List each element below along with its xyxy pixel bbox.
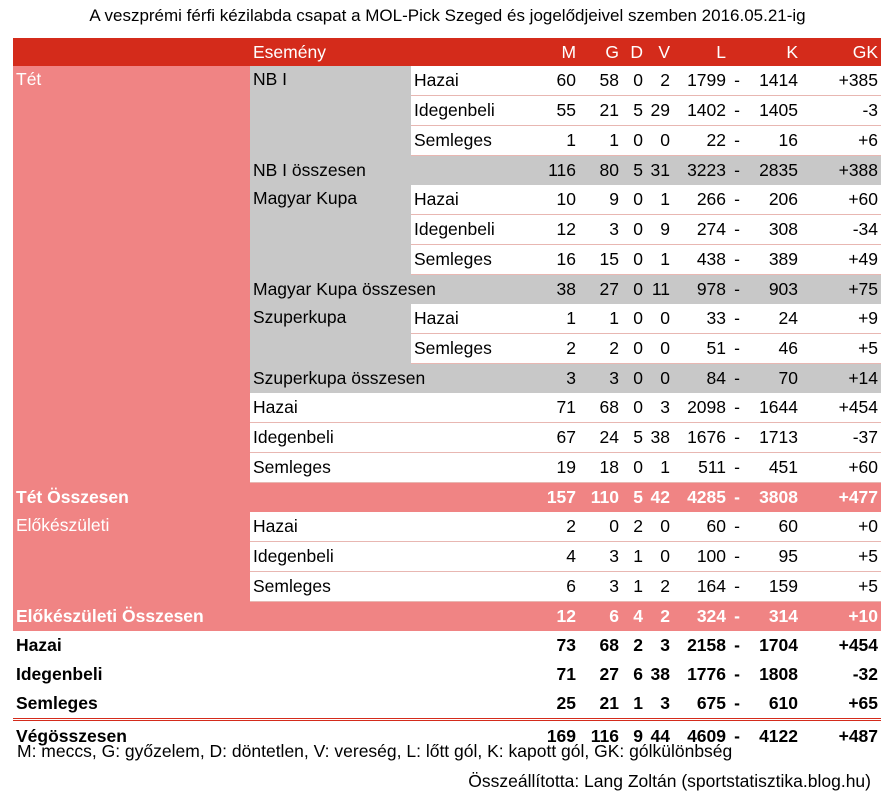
cell-l: 84 (673, 364, 729, 394)
header-spacer (13, 38, 250, 66)
range-dash: - (729, 483, 745, 513)
cell-l: 2158 (687, 635, 727, 655)
range-dash: - (729, 602, 745, 632)
cell-g: 3 (579, 542, 622, 572)
cell-l: 274 (673, 215, 729, 245)
cell-k: 903 (745, 275, 801, 305)
cell-gk: +388 (801, 156, 881, 186)
row-type: Semleges (411, 126, 511, 156)
range-dash: - (734, 635, 740, 655)
cell-gk: +385 (801, 66, 881, 96)
cell-l: 60 (673, 512, 729, 542)
cell-m: 6 (511, 572, 579, 602)
range-dash: - (729, 393, 745, 423)
cell-gk: +65 (848, 693, 879, 713)
cell-gk: +14 (801, 364, 881, 394)
cell-g: 110 (579, 483, 622, 513)
cell-g: 1 (579, 126, 622, 156)
cell-v: 29 (646, 96, 673, 126)
header-v: V (646, 38, 673, 66)
cell-m: 2 (511, 512, 579, 542)
cell-k: 1704 (759, 635, 799, 655)
cell-gk: +6 (801, 126, 881, 156)
cell-gk: +454 (801, 393, 881, 423)
cell-d: 0 (622, 66, 646, 96)
range-dash: - (729, 453, 745, 483)
cell-g: 18 (579, 453, 622, 483)
cell-k: 95 (745, 542, 801, 572)
range-dash: - (729, 512, 745, 542)
cell-m: 71 (556, 664, 577, 684)
cell-l: 324 (673, 602, 729, 632)
table-row (13, 38, 881, 66)
row-type: Idegenbeli (250, 423, 511, 453)
cell-d: 0 (622, 185, 646, 215)
header-dash-spacer (729, 38, 745, 66)
cell-k: 24 (745, 304, 801, 334)
section-mk: Magyar Kupa (250, 185, 411, 275)
cell-g: 21 (579, 96, 622, 126)
table-row (13, 689, 881, 720)
category-tet: Tét (13, 66, 250, 483)
cell-l: 675 (696, 693, 727, 713)
cell-d: 1 (633, 693, 644, 713)
cell-l: 511 (673, 453, 729, 483)
cell-d: 0 (622, 126, 646, 156)
range-dash: - (729, 572, 745, 602)
grand-type: Hazai (16, 635, 62, 655)
cell-m: 4 (511, 542, 579, 572)
cell-k: 4122 (745, 720, 801, 752)
cell-v: 2 (646, 66, 673, 96)
cell-gk: +477 (801, 483, 881, 513)
cell-l: 164 (673, 572, 729, 602)
table-row (13, 512, 881, 542)
cell-d: 9 (622, 720, 646, 752)
cell-m: 38 (511, 275, 579, 305)
cell-l: 438 (673, 245, 729, 275)
cell-gk: +60 (801, 185, 881, 215)
cell-k: 1405 (745, 96, 801, 126)
cell-d: 5 (622, 483, 646, 513)
cell-k: 3808 (745, 483, 801, 513)
cell-m: 10 (511, 185, 579, 215)
range-dash: - (729, 542, 745, 572)
header-g: G (579, 38, 622, 66)
cell-m: 3 (511, 364, 579, 394)
stats-table (13, 38, 881, 751)
cell-gk: +5 (801, 542, 881, 572)
cell-k: 1414 (745, 66, 801, 96)
cell-v: 3 (660, 635, 671, 655)
cell-v: 1 (646, 245, 673, 275)
cell-l: 1402 (673, 96, 729, 126)
cell-gk: +5 (801, 334, 881, 364)
cell-m: 116 (511, 156, 579, 186)
cell-d: 0 (622, 304, 646, 334)
cell-v: 0 (646, 304, 673, 334)
cell-gk: +49 (801, 245, 881, 275)
cell-l: 1776 (687, 664, 727, 684)
range-dash: - (729, 185, 745, 215)
cell-g: 80 (579, 156, 622, 186)
cell-g: 3 (579, 215, 622, 245)
cell-g: 6 (579, 602, 622, 632)
range-dash: - (729, 275, 745, 305)
cell-d: 1 (622, 572, 646, 602)
cell-v: 42 (646, 483, 673, 513)
cell-k: 70 (745, 364, 801, 394)
row-type: Semleges (411, 245, 511, 275)
cell-k: 389 (745, 245, 801, 275)
cell-k: 1644 (745, 393, 801, 423)
cell-v: 38 (650, 664, 671, 684)
cell-k: 2835 (745, 156, 801, 186)
row-type: Hazai (250, 393, 511, 423)
cell-gk: -3 (801, 96, 881, 126)
header-gk: GK (801, 38, 881, 66)
cell-v: 11 (646, 275, 673, 305)
range-dash: - (729, 423, 745, 453)
cell-d: 0 (622, 245, 646, 275)
cell-g: 15 (579, 245, 622, 275)
header-k: K (745, 38, 801, 66)
final-label: Végösszesen (13, 720, 511, 752)
row-type: Hazai (250, 512, 511, 542)
cell-gk: +487 (801, 720, 881, 752)
cell-d: 0 (622, 215, 646, 245)
table-row (13, 602, 881, 632)
cell-d: 4 (622, 602, 646, 632)
range-dash: - (729, 334, 745, 364)
cell-v: 0 (646, 126, 673, 156)
cell-d: 2 (622, 512, 646, 542)
cell-gk: +75 (801, 275, 881, 305)
row-type: Semleges (411, 334, 511, 364)
credit: Összeállította: Lang Zoltán (sportstatisztika.blog.hu) (468, 771, 871, 791)
range-dash: - (729, 96, 745, 126)
cell-v: 44 (646, 720, 673, 752)
cell-k: 314 (745, 602, 801, 632)
cell-m: 1 (511, 126, 579, 156)
cell-k: 46 (745, 334, 801, 364)
cell-v: 31 (646, 156, 673, 186)
row-type: Semleges (250, 453, 511, 483)
cell-v: 0 (646, 512, 673, 542)
page-title: A veszprémi férfi kézilabda csapat a MOL-Pick Szeged és jogelődjeivel szemben 2016.05.21-ig (89, 6, 806, 25)
cell-v: 0 (646, 334, 673, 364)
cell-d: 0 (622, 453, 646, 483)
section-sz: Szuperkupa (250, 304, 411, 364)
cell-k: 206 (745, 185, 801, 215)
cell-gk: +9 (801, 304, 881, 334)
cell-m: 71 (511, 393, 579, 423)
cell-d: 5 (622, 423, 646, 453)
cell-d: 5 (622, 156, 646, 186)
cell-m: 55 (511, 96, 579, 126)
cell-m: 169 (511, 720, 579, 752)
cell-k: 308 (745, 215, 801, 245)
subtotal-label: Szuperkupa összesen (250, 364, 511, 394)
cell-k: 60 (745, 512, 801, 542)
row-type: Hazai (411, 185, 511, 215)
cell-gk: +454 (838, 635, 879, 655)
row-type: Hazai (411, 304, 511, 334)
range-dash: - (729, 364, 745, 394)
cell-d: 1 (622, 542, 646, 572)
range-dash: - (729, 156, 745, 186)
section-nb1: NB I (250, 66, 411, 156)
cell-m: 16 (511, 245, 579, 275)
cell-g: 58 (579, 66, 622, 96)
header-m: M (511, 38, 579, 66)
cell-gk: -32 (852, 664, 879, 684)
cell-g: 68 (579, 393, 622, 423)
cell-g: 116 (579, 720, 622, 752)
cell-d: 0 (622, 334, 646, 364)
cell-m: 60 (511, 66, 579, 96)
range-dash: - (729, 215, 745, 245)
cell-d: 0 (622, 393, 646, 423)
range-dash: - (734, 664, 740, 684)
cell-m: 25 (556, 693, 577, 713)
cell-m: 19 (511, 453, 579, 483)
table-row (13, 66, 881, 96)
cell-l: 100 (673, 542, 729, 572)
header-event: Esemény (250, 38, 511, 66)
subtotal-label: Magyar Kupa összesen (250, 275, 511, 305)
cell-l: 2098 (673, 393, 729, 423)
cell-k: 451 (745, 453, 801, 483)
cell-gk: +0 (801, 512, 881, 542)
grand-type: Idegenbeli (16, 664, 103, 684)
row-type: Idegenbeli (411, 215, 511, 245)
range-dash: - (729, 66, 745, 96)
cell-g: 9 (579, 185, 622, 215)
cell-k: 610 (768, 693, 799, 713)
category-elo: Előkészületi (13, 512, 250, 602)
cell-v: 1 (646, 185, 673, 215)
subtotal-label: NB I összesen (250, 156, 511, 186)
cell-m: 12 (511, 602, 579, 632)
total-label: Tét Összesen (13, 483, 511, 513)
cell-m: 12 (511, 215, 579, 245)
cell-m: 73 (556, 635, 577, 655)
grand-type: Semleges (16, 693, 98, 713)
range-dash: - (734, 693, 740, 713)
cell-v: 1 (646, 453, 673, 483)
cell-d: 5 (622, 96, 646, 126)
cell-l: 33 (673, 304, 729, 334)
table-row (13, 483, 881, 513)
cell-d: 0 (622, 275, 646, 305)
cell-v: 2 (646, 602, 673, 632)
cell-l: 3223 (673, 156, 729, 186)
range-dash: - (729, 720, 745, 752)
cell-l: 51 (673, 334, 729, 364)
cell-g: 68 (599, 635, 620, 655)
cell-gk: +10 (801, 602, 881, 632)
cell-v: 2 (646, 572, 673, 602)
legend: M: meccs, G: győzelem, D: döntetlen, V: vereség, L: lőtt gól, K: kapott gól, GK: gólkülönbség (17, 741, 733, 761)
cell-gk: -34 (801, 215, 881, 245)
row-type: Idegenbeli (411, 96, 511, 126)
header-l: L (673, 38, 729, 66)
cell-v: 3 (660, 693, 671, 713)
cell-gk: +60 (801, 453, 881, 483)
total-label: Előkészületi Összesen (13, 602, 511, 632)
row-type: Hazai (411, 66, 511, 96)
cell-l: 22 (673, 126, 729, 156)
cell-g: 1 (579, 304, 622, 334)
cell-m: 157 (511, 483, 579, 513)
cell-g: 0 (579, 512, 622, 542)
table-row (13, 631, 881, 660)
range-dash: - (729, 126, 745, 156)
cell-l: 1799 (673, 66, 729, 96)
cell-l: 1676 (673, 423, 729, 453)
cell-g: 3 (579, 572, 622, 602)
cell-l: 4609 (673, 720, 729, 752)
cell-g: 3 (579, 364, 622, 394)
cell-d: 6 (633, 664, 644, 684)
row-type: Idegenbeli (250, 542, 511, 572)
range-dash: - (729, 304, 745, 334)
cell-m: 1 (511, 304, 579, 334)
cell-g: 24 (579, 423, 622, 453)
cell-k: 1713 (745, 423, 801, 453)
row-type: Semleges (250, 572, 511, 602)
cell-gk: -37 (801, 423, 881, 453)
cell-v: 0 (646, 364, 673, 394)
cell-k: 159 (745, 572, 801, 602)
cell-d: 0 (622, 364, 646, 394)
table-row (13, 660, 881, 689)
cell-v: 0 (646, 542, 673, 572)
cell-g: 2 (579, 334, 622, 364)
cell-d: 2 (633, 635, 644, 655)
cell-m: 2 (511, 334, 579, 364)
cell-v: 9 (646, 215, 673, 245)
cell-m: 67 (511, 423, 579, 453)
cell-g: 21 (599, 693, 620, 713)
cell-v: 3 (646, 393, 673, 423)
cell-g: 27 (599, 664, 620, 684)
cell-g: 27 (579, 275, 622, 305)
cell-l: 4285 (673, 483, 729, 513)
cell-k: 1808 (759, 664, 799, 684)
cell-gk: +5 (801, 572, 881, 602)
header-d: D (622, 38, 646, 66)
range-dash: - (729, 245, 745, 275)
cell-v: 38 (646, 423, 673, 453)
cell-l: 978 (673, 275, 729, 305)
cell-k: 16 (745, 126, 801, 156)
cell-l: 266 (673, 185, 729, 215)
